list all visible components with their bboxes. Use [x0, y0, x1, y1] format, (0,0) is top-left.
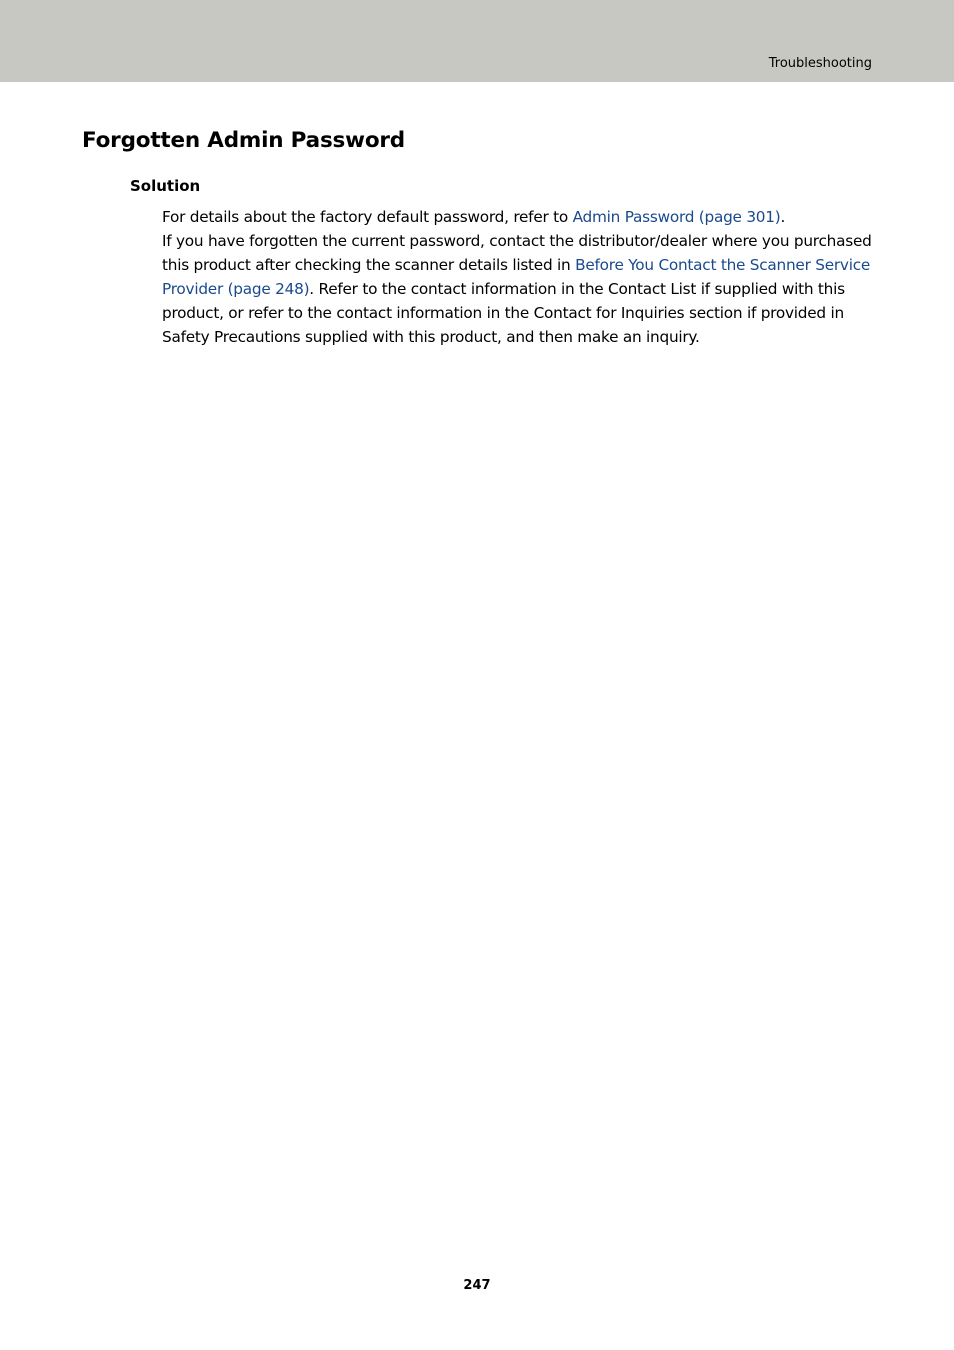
page-number: 247	[463, 1278, 491, 1293]
paragraph-text: If you have forgotten the current password, contact the distributor/dealer where you purchased this product after checking the scanner details listed in	[162, 232, 872, 274]
solution-heading: Solution	[130, 177, 201, 195]
paragraph-default-password	[162, 205, 874, 229]
paragraph-text: . Refer to the contact information in the Contact List if supplied with this product, or refer to the contact information in the Contact for Inquiries section if provided in Safety Precautions supplied with this product, and then make an inquiry.	[162, 280, 845, 346]
solution-body	[162, 205, 874, 349]
page-title: Forgotten Admin Password	[82, 128, 405, 153]
paragraph-forgotten-password	[162, 229, 874, 349]
paragraph-text: For details about the factory default password, refer to	[162, 208, 573, 226]
before-you-contact-link[interactable]: Before You Contact the Scanner Service Provider (page 248)	[162, 256, 871, 298]
admin-password-link[interactable]: Admin Password (page 301)	[572, 208, 781, 226]
paragraph-text: .	[780, 208, 786, 226]
section-label: Troubleshooting	[768, 56, 872, 71]
